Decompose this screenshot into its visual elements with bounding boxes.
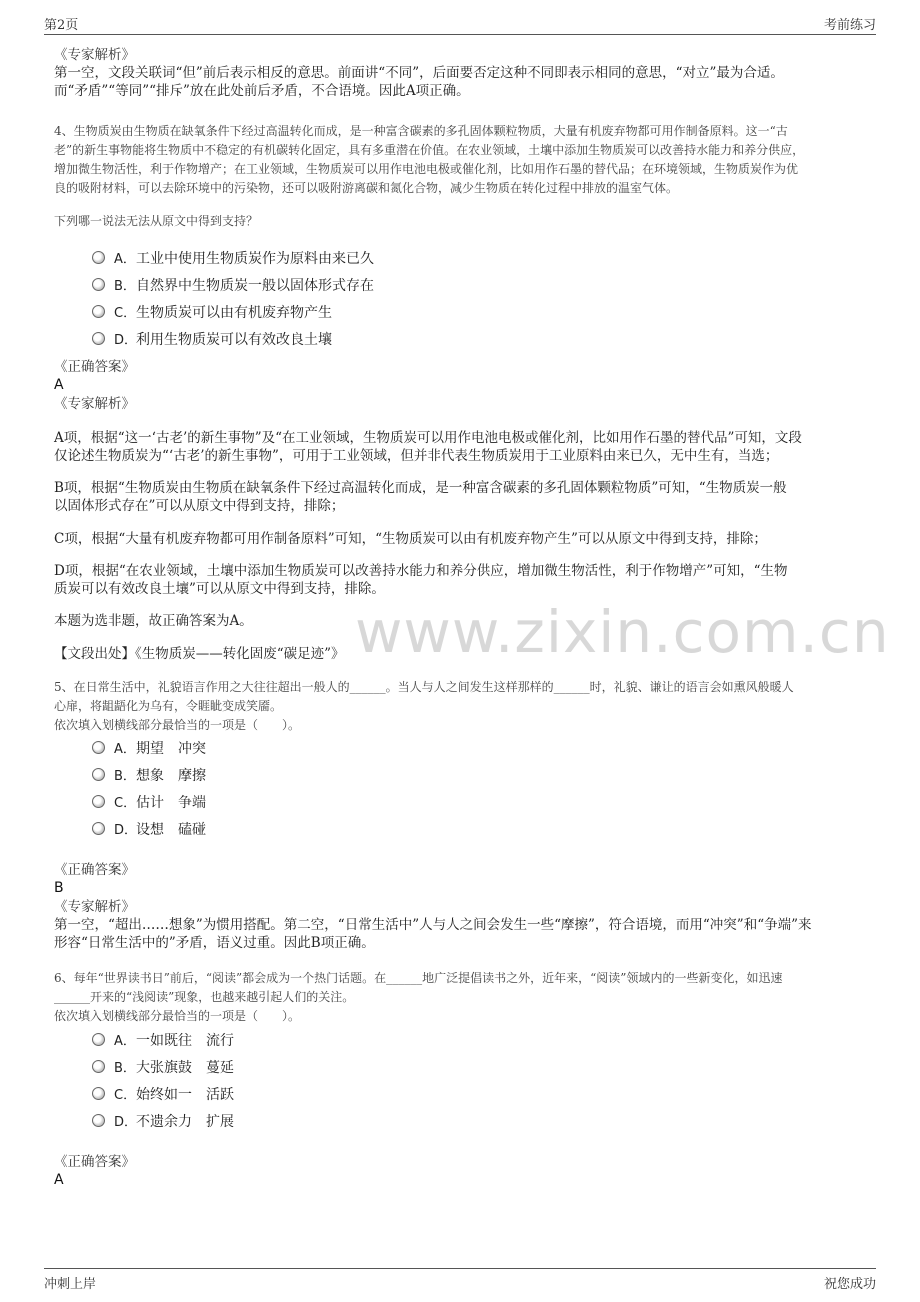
radio-icon[interactable]	[92, 305, 105, 318]
analysis-label: 《专家解析》	[54, 396, 135, 412]
q4-source: 【文段出处】《生物质炭——转化固废“碳足迹”》	[54, 646, 345, 662]
radio-icon[interactable]	[92, 278, 105, 291]
answer-label: 《正确答案》	[54, 1154, 135, 1170]
q4-passage-line-4: 良的吸附材料，可以去除环境中的污染物，还可以吸附游离碳和氮化合物，减少生物质在转化过程中排放的温室气体。	[54, 181, 679, 195]
answer-label: 《正确答案》	[54, 862, 135, 878]
q4-question: 下列哪一说法无法从原文中得到支持？	[54, 214, 259, 228]
q5-option-a[interactable]: A．期望 冲突	[92, 738, 206, 760]
q6-passage-line-1: 6、每年“世界读书日”前后，“阅读”都会成为一个热门话题。在______地广泛提倡读书之外，近年来，“阅读”领域内的一些新变化，如迅速	[54, 971, 783, 985]
q4-passage-line-3: 增加微生物活性，利于作物增产；在工业领域，生物质炭可以用作电池电极或催化剂，比如用作石墨的替代品；在环境领域，生物质炭作为优	[54, 162, 799, 176]
q6-option-c[interactable]: C．始终如一 活跃	[92, 1084, 234, 1106]
q4-option-d[interactable]: D．利用生物质炭可以有效改良土壤	[92, 329, 332, 351]
q4-analysis-b-1: B项，根据“生物质炭由生物质在缺氧条件下经过高温转化而成，是一种富含碳素的多孔固体颗粒物质”可知，“生物质炭一般	[54, 480, 787, 496]
page-header	[44, 10, 876, 35]
q4-passage-line-1: 4、生物质炭由生物质在缺氧条件下经过高温转化而成，是一种富含碳素的多孔固体颗粒物质，大量有机废弃物都可用作制备原料。这一“古	[54, 124, 788, 138]
q5-question: 依次填入划横线部分最恰当的一项是（ ）。	[54, 718, 301, 732]
q5-option-c[interactable]: C．估计 争端	[92, 792, 206, 814]
radio-icon[interactable]	[92, 1114, 105, 1127]
radio-icon[interactable]	[92, 822, 105, 835]
footer-right: 祝您成功	[823, 1277, 876, 1292]
radio-icon[interactable]	[92, 1087, 105, 1100]
radio-icon[interactable]	[92, 741, 105, 754]
analysis-label: 《专家解析》	[54, 899, 135, 915]
radio-icon[interactable]	[92, 251, 105, 264]
q3-analysis-line-1: 第一空，文段关联词“但”前后表示相反的意思。前面讲“不同”，后面要否定这种不同即表示相同的意思，“对立”最为合适。	[54, 65, 784, 81]
q5-answer: B	[54, 880, 64, 896]
q5-option-b[interactable]: B．想象 摩擦	[92, 765, 206, 787]
q4-analysis-b-2: 以固体形式存在”可以从原文中得到支持，排除；	[54, 498, 345, 514]
footer-left: 冲刺上岸	[44, 1277, 97, 1292]
q4-option-c[interactable]: C．生物质炭可以由有机废弃物产生	[92, 302, 332, 324]
q6-passage-line-2: ______开来的“浅阅读”现象，也越来越引起人们的关注。	[54, 990, 355, 1004]
radio-icon[interactable]	[92, 1060, 105, 1073]
q4-analysis-a-2: 仅论述生物质炭为“‘古老’的新生事物”，可用于工业领域，但并非代表生物质炭用于工业原料由来已久，无中生有，当选；	[54, 448, 779, 464]
q5-passage-line-1: 5、在日常生活中，礼貌语言作用之大往往超出一般人的______。当人与人之间发生这样那样的______时，礼貌、谦让的语言会如熏风般暖人	[54, 680, 794, 694]
q4-option-b[interactable]: B．自然界中生物质炭一般以固体形式存在	[92, 275, 374, 297]
q4-analysis-d-1: D项，根据“在农业领域，土壤中添加生物质炭可以改善持水能力和养分供应，增加微生物活性，利于作物增产”可知，“生物	[54, 563, 788, 579]
q4-option-a[interactable]: A．工业中使用生物质炭作为原料由来已久	[92, 248, 374, 270]
q4-conclusion: 本题为选非题，故正确答案为A。	[54, 613, 253, 629]
analysis-label: 《专家解析》	[54, 47, 135, 63]
radio-icon[interactable]	[92, 768, 105, 781]
answer-label: 《正确答案》	[54, 359, 135, 375]
q6-option-d[interactable]: D．不遗余力 扩展	[92, 1111, 234, 1133]
q4-analysis-a-1: A项，根据“这一‘古老’的新生事物”及“在工业领域，生物质炭可以用作电池电极或催化剂，比如用作石墨的替代品”可知，文段	[54, 430, 802, 446]
q4-analysis-d-2: 质炭可以有效改良土壤”可以从原文中得到支持，排除。	[54, 581, 385, 597]
q4-analysis-c-1: C项，根据“大量有机废弃物都可用作制备原料”可知，“生物质炭可以由有机废弃物产生”可以从原文中得到支持，排除；	[54, 531, 767, 547]
q5-analysis-line-2: 形容“日常生活中的”矛盾，语义过重。因此B项正确。	[54, 935, 375, 951]
q5-passage-line-2: 心扉，将龃龉化为乌有，令睚眦变成笑靥。	[54, 699, 283, 713]
q3-analysis-line-2: 而“矛盾”“等同”“排斥”放在此处前后矛盾，不合语境。因此A项正确。	[54, 83, 470, 99]
q6-answer: A	[54, 1172, 64, 1188]
radio-icon[interactable]	[92, 332, 105, 345]
q4-answer: A	[54, 377, 64, 393]
q6-option-b[interactable]: B．大张旗鼓 蔓延	[92, 1057, 234, 1079]
q5-analysis-line-1: 第一空，“超出……想象”为惯用搭配。第二空，“日常生活中”人与人之间会发生一些“摩擦”，符合语境，而用“冲突”和“争端”来	[54, 917, 812, 933]
q6-option-a[interactable]: A．一如既往 流行	[92, 1030, 234, 1052]
header-title: 考前练习	[823, 18, 876, 33]
radio-icon[interactable]	[92, 795, 105, 808]
page-footer	[44, 1268, 876, 1295]
watermark: www.zixin.com.cn	[355, 598, 890, 666]
radio-icon[interactable]	[92, 1033, 105, 1046]
q6-question: 依次填入划横线部分最恰当的一项是（ ）。	[54, 1009, 301, 1023]
q4-passage-line-2: 老”的新生事物能将生物质中不稳定的有机碳转化固定，具有多重潜在价值。在农业领域，土壤中添加生物质炭可以改善持水能力和养分供应，	[54, 143, 805, 157]
page-number: 第2页	[44, 18, 79, 33]
q5-option-d[interactable]: D．设想 磕碰	[92, 819, 206, 841]
